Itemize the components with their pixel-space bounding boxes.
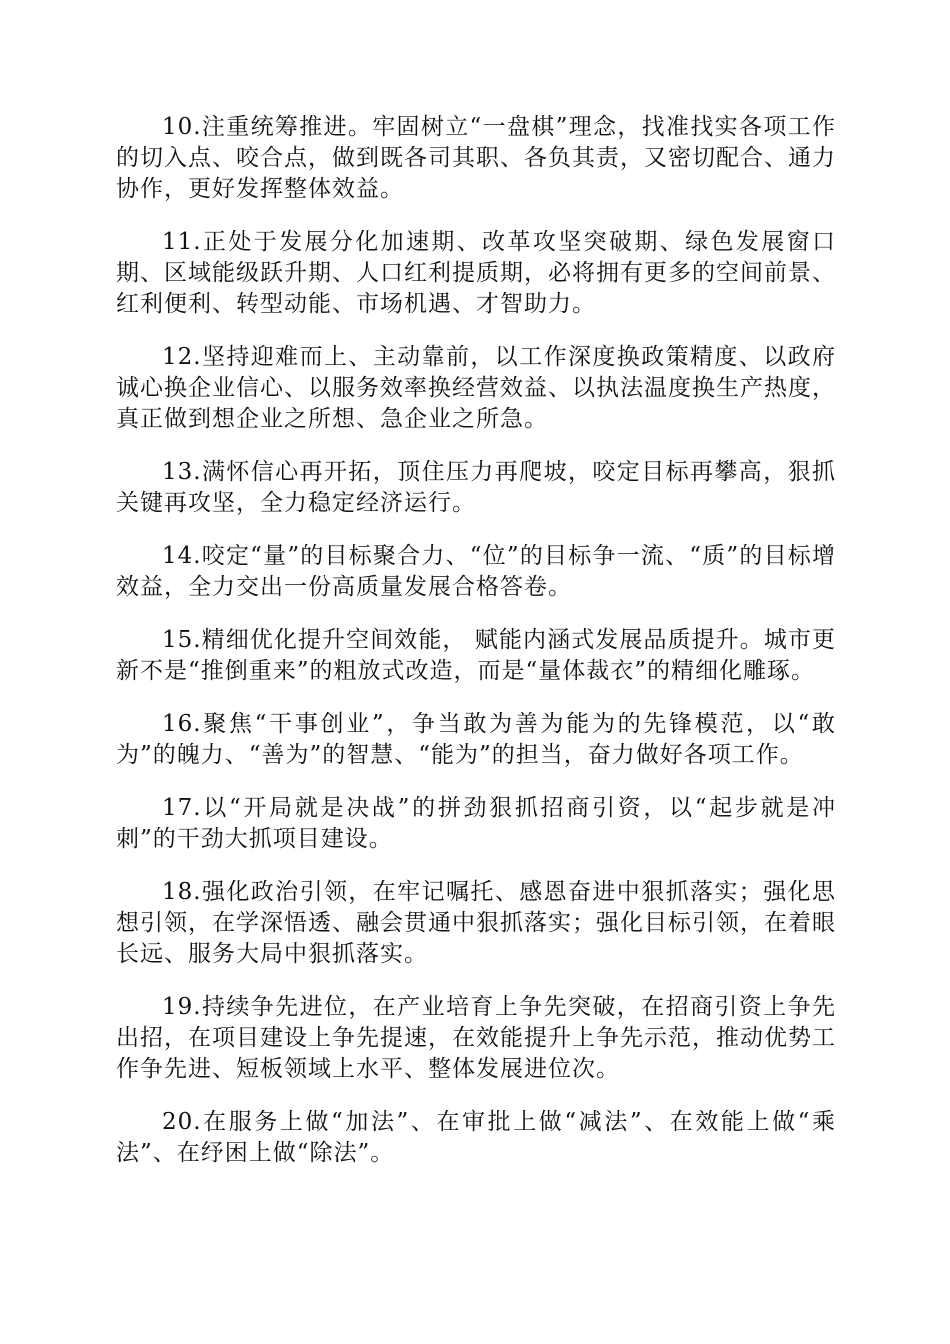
paragraph-10: 10.注重统筹推进。牢固树立“一盘棋”理念，找准找实各项工作的切入点、咬合点，做到既各司其职、各负其责，又密切配合、通力协作，更好发挥整体效益。 <box>116 114 836 202</box>
paragraph-11: 11.正处于发展分化加速期、改革攻坚突破期、绿色发展窗口期、区域能级跃升期、人口红利提质期，必将拥有更多的空间前景、红利便利、转型动能、市场机遇、才智助力。 <box>116 229 836 317</box>
paragraph-16: 16.聚焦“干事创业”，争当敢为善为能为的先锋模范，以“敢为”的魄力、“善为”的智慧、“能为”的担当，奋力做好各项工作。 <box>116 711 836 768</box>
document-body <box>116 112 836 1191</box>
paragraph-18: 18.强化政治引领，在牢记嘱托、感恩奋进中狠抓落实；强化思想引领，在学深悟透、融会贯通中狠抓落实；强化目标引领，在着眼长远、服务大局中狠抓落实。 <box>116 879 836 967</box>
paragraph-12: 12.坚持迎难而上、主动靠前，以工作深度换政策精度、以政府诚心换企业信心、以服务效率换经营效益、以执法温度换生产热度，真正做到想企业之所想、急企业之所急。 <box>116 344 836 432</box>
paragraph-19: 19.持续争先进位，在产业培育上争先突破，在招商引资上争先出招，在项目建设上争先提速，在效能提升上争先示范，推动优势工作争先进、短板领域上水平、整体发展进位次。 <box>116 994 836 1082</box>
paragraph-20: 20.在服务上做“加法”、在审批上做“减法”、在效能上做“乘法”、在纾困上做“除法”。 <box>116 1109 836 1166</box>
paragraph-17: 17.以“开局就是决战”的拼劲狠抓招商引资，以“起步就是冲刺”的干劲大抓项目建设。 <box>116 795 836 852</box>
paragraph-13: 13.满怀信心再开拓，顶住压力再爬坡，咬定目标再攀高，狠抓关键再攻坚，全力稳定经济运行。 <box>116 459 836 516</box>
paragraph-15: 15.精细优化提升空间效能， 赋能内涵式发展品质提升。城市更新不是“推倒重来”的粗放式改造，而是“量体裁衣”的精细化雕琢。 <box>116 627 836 684</box>
paragraph-14: 14.咬定“量”的目标聚合力、“位”的目标争一流、“质”的目标增效益，全力交出一份高质量发展合格答卷。 <box>116 543 836 600</box>
